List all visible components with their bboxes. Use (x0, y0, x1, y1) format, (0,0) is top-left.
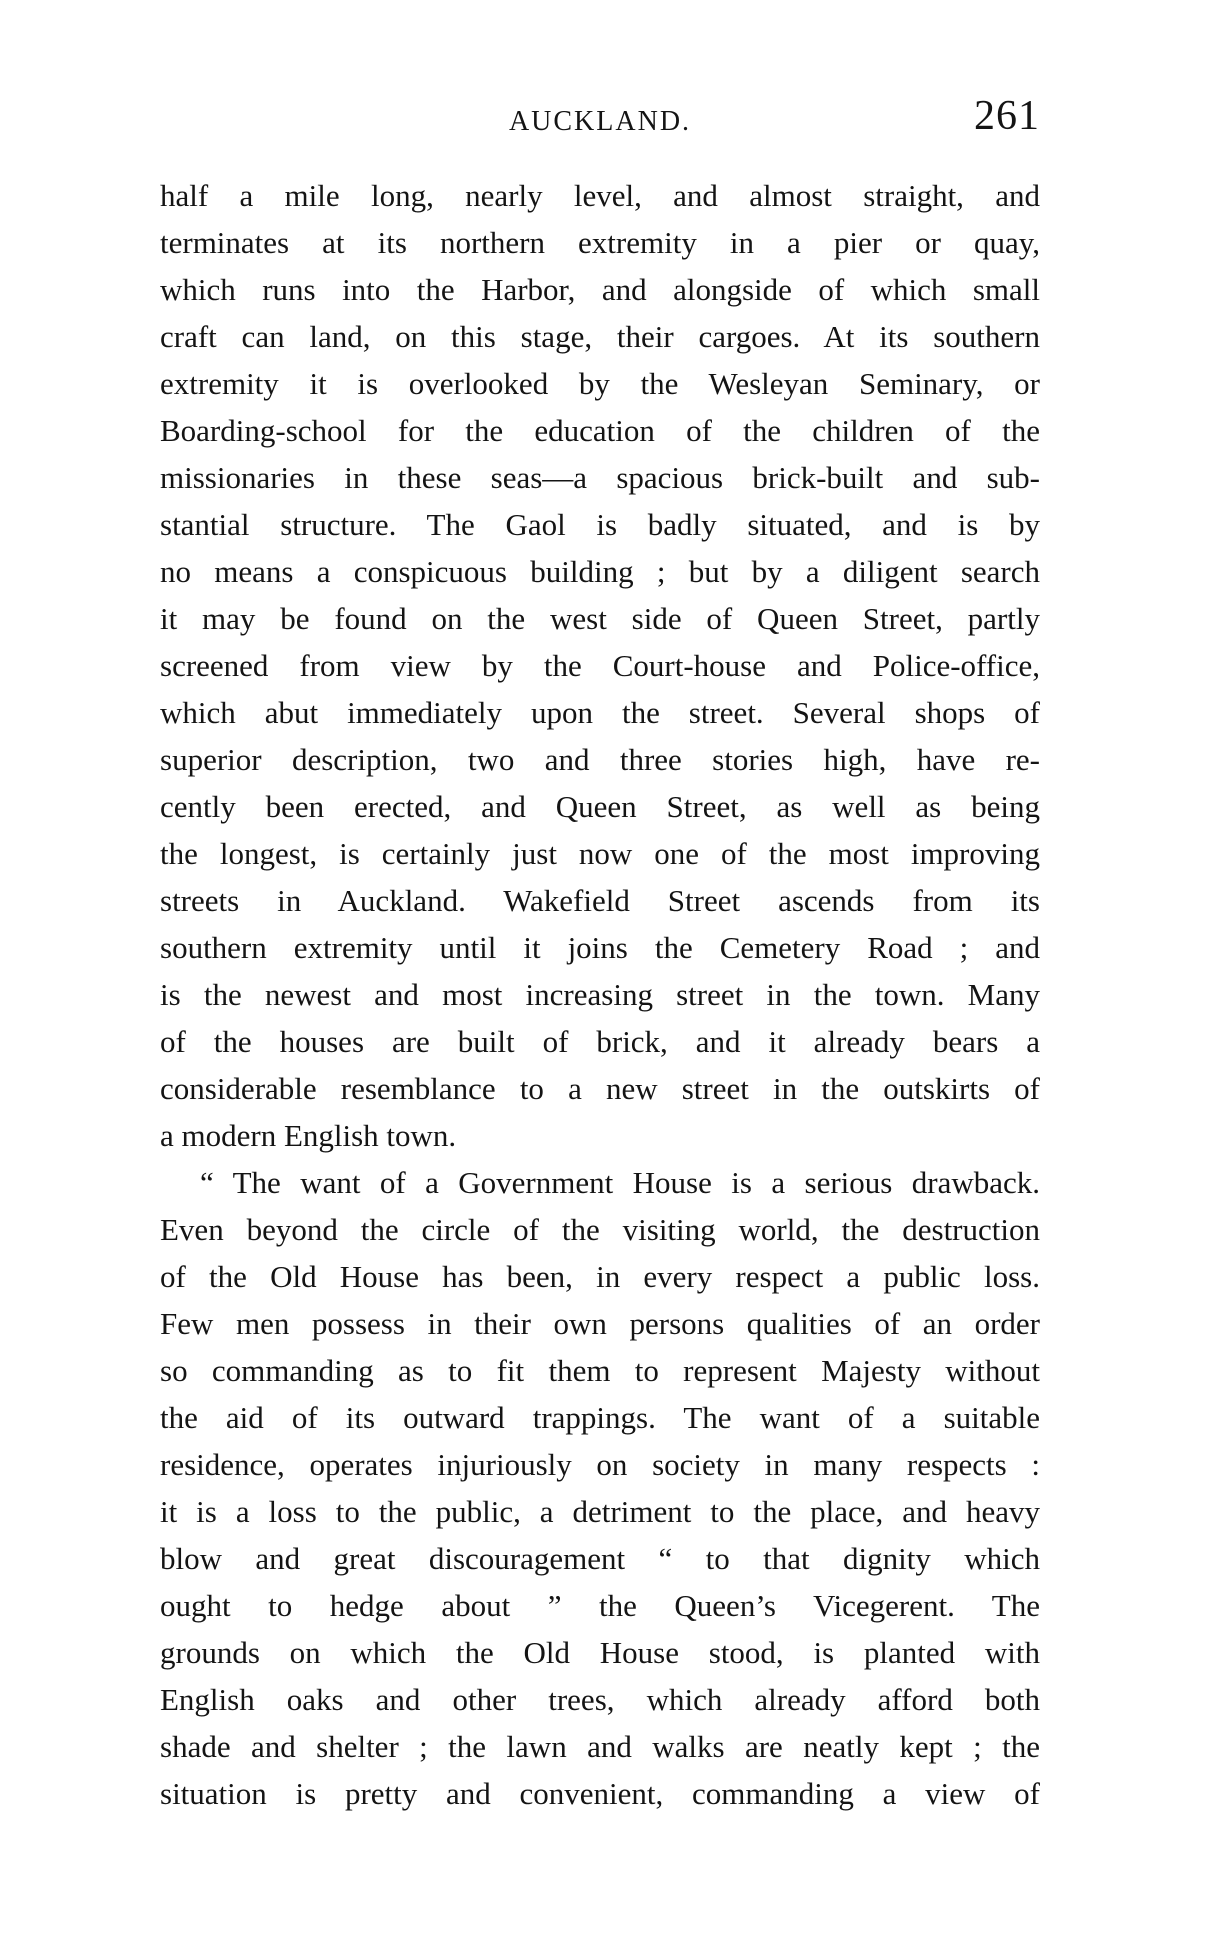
page-number: 261 (974, 93, 1040, 139)
text-line: shade and shelter ; the lawn and walks are neatly kept ; the (160, 1729, 1040, 1764)
text-line: of the houses are built of brick, and it already bears a (160, 1024, 1040, 1059)
text-line: residence, operates injuriously on society in many respects : (160, 1447, 1040, 1482)
text-line: ought to hedge about ” the Queen’s Vicegerent. The (160, 1588, 1040, 1623)
text-line: Boarding-school for the education of the children of the (160, 413, 1040, 448)
text-line: half a mile long, nearly level, and almost straight, and (160, 178, 1040, 213)
running-title: AUCKLAND. (508, 106, 692, 137)
text-line: English oaks and other trees, which already afford both (160, 1682, 1040, 1717)
text-line: superior description, two and three stories high, have re- (160, 742, 1040, 777)
text-line: no means a conspicuous building ; but by a diligent search (160, 554, 1040, 589)
text-line: Even beyond the circle of the visiting world, the destruction (160, 1212, 1040, 1247)
body-text (160, 172, 1040, 1817)
running-head (160, 92, 1040, 152)
text-line: Few men possess in their own persons qualities of an order (160, 1306, 1040, 1341)
text-line: cently been erected, and Queen Street, as well as being (160, 789, 1040, 824)
text-line: blow and great discouragement “ to that dignity which (160, 1541, 1040, 1576)
text-line: it may be found on the west side of Queen Street, partly (160, 601, 1040, 636)
text-line: which abut immediately upon the street. Several shops of (160, 695, 1040, 730)
text-line: a modern English town. (160, 1118, 457, 1153)
text-line: the aid of its outward trappings. The want of a suitable (160, 1400, 1040, 1435)
text-line: missionaries in these seas—a spacious brick-built and sub- (160, 460, 1040, 495)
text-line: so commanding as to fit them to represent Majesty without (160, 1353, 1040, 1388)
text-line: southern extremity until it joins the Cemetery Road ; and (160, 930, 1040, 965)
text-line: “ The want of a Government House is a serious drawback. (200, 1165, 1040, 1200)
text-line: situation is pretty and convenient, commanding a view of (160, 1776, 1040, 1811)
text-line: is the newest and most increasing street in the town. Many (160, 977, 1040, 1012)
text-line: streets in Auckland. Wakefield Street ascends from its (160, 883, 1040, 918)
text-line: terminates at its northern extremity in a pier or quay, (160, 225, 1040, 260)
text-line: it is a loss to the public, a detriment to the place, and heavy (160, 1494, 1040, 1529)
text-line: grounds on which the Old House stood, is planted with (160, 1635, 1040, 1670)
text-line: considerable resemblance to a new street in the outskirts of (160, 1071, 1040, 1106)
text-line: the longest, is certainly just now one of the most improving (160, 836, 1040, 871)
text-line: of the Old House has been, in every respect a public loss. (160, 1259, 1040, 1294)
text-line: extremity it is overlooked by the Wesleyan Seminary, or (160, 366, 1040, 401)
text-line: screened from view by the Court-house and Police-office, (160, 648, 1040, 683)
text-line: stantial structure. The Gaol is badly situated, and is by (160, 507, 1040, 542)
text-line: which runs into the Harbor, and alongside of which small (160, 272, 1040, 307)
text-line: craft can land, on this stage, their cargoes. At its southern (160, 319, 1040, 354)
